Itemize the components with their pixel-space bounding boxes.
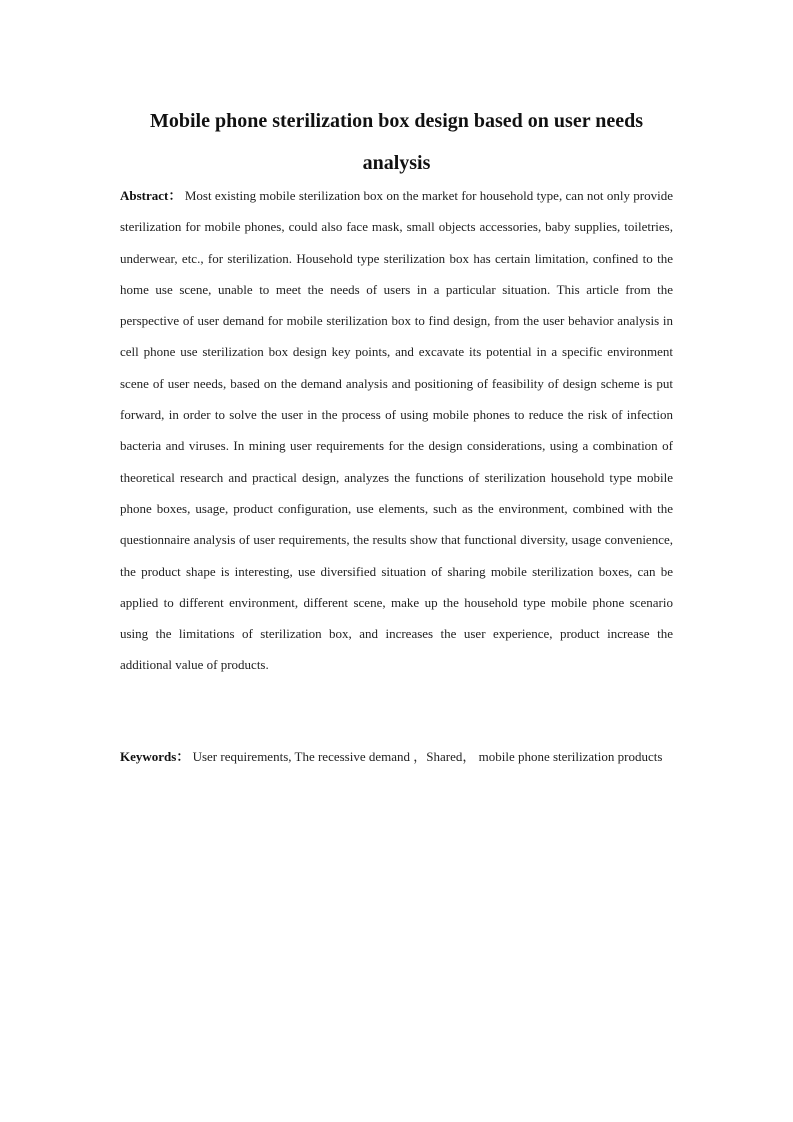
keywords-label: Keywords： [120, 749, 190, 764]
paper-title: Mobile phone sterilization box design based on user needs analysis [149, 110, 644, 174]
abstract-label: Abstract： [120, 188, 182, 203]
keywords-paragraph [120, 741, 673, 772]
abstract-text: Most existing mobile sterilization box on the market for household type, can not only provide sterilization for mobile phones, could also face mask, small objects accessories, baby supplies, toiletries, underwear, etc., for sterilization. Household type sterilization box has certain limitation, confined to the home use scene, unable to meet the needs of users in a particular situation. This article from the perspective of user demand for mobile sterilization box to find design, from the user behavior analysis in cell phone use sterilization box design key points, and excavate its potential in a specific environment scene of user needs, based on the demand analysis and positioning of feasibility of design scheme is put forward, in order to solve the user in the process of using mobile phones to reduce the risk of infection bacteria and viruses. In mining user requirements for the design considerations, using a combination of theoretical research and practical design, analyzes the functions of sterilization household type mobile phone boxes, usage, product configuration, use elements, such as the environment, combined with the questionnaire analysis of user requirements, the results show that functional diversity, usage convenience, the product shape is interesting, use diversified situation of sharing mobile sterilization boxes, can be applied to different environment, different scene, make up the household type mobile phone scenario using the limitations of sterilization box, and increases the user experience, product increase the additional value of products. [120, 188, 673, 673]
keywords-text: User requirements, The recessive demand ，Shared， mobile phone sterilization products [192, 749, 663, 764]
abstract-paragraph [120, 180, 673, 681]
